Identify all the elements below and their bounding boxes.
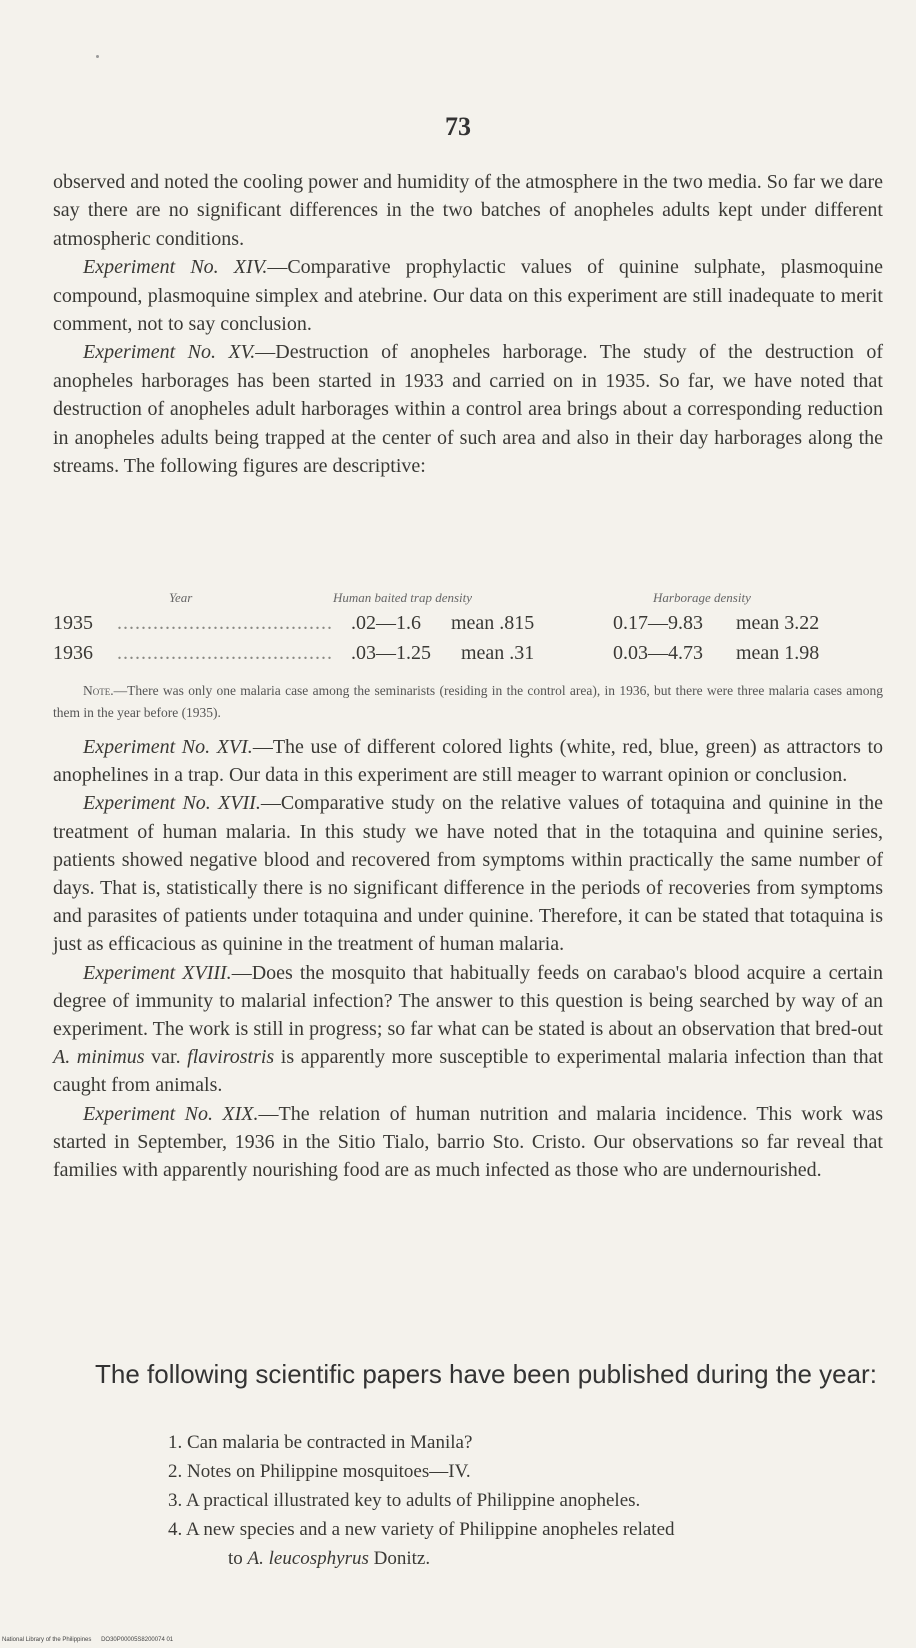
experiment-xvi	[53, 733, 883, 789]
list-item	[168, 1428, 898, 1457]
list-text: A practical illustrated key to adults of Philippine anopheles.	[185, 1490, 641, 1511]
publications-heading: The following scientific papers have been published during the year:	[95, 1359, 877, 1389]
experiment-xiv	[53, 253, 883, 338]
experiment-title: Experiment No. XVII.	[83, 792, 261, 815]
footer-library: National Library of the Philippines	[2, 1637, 92, 1643]
row-trap-mean: mean .31	[461, 642, 535, 664]
table-header	[53, 590, 883, 612]
note-label: Note.	[83, 683, 114, 698]
row-leader-dots: ....................................	[117, 642, 333, 664]
row-trap-range: .02—1.6	[351, 612, 421, 634]
note-text: —There was only one malaria case among the seminarists (residing in the control area), in 1936, but there were three malaria cases among them in the year before (1935).	[53, 683, 883, 720]
table-row	[53, 642, 883, 672]
header-harborage-density: Harborage density	[653, 590, 751, 605]
experiment-title: Experiment No. XIX.	[83, 1102, 259, 1125]
scan-speck	[96, 55, 99, 58]
experiment-text: —Does the mosquito that habitually feeds on carabao's blood acquire a certain degree of immunity to malarial infection? The answer to this question is being searched by way of an experiment. The work is still in progress; so far what can be stated is about an observation that bred-out	[53, 961, 883, 1041]
experiment-text: —The relation of human nutrition and malaria incidence. This work was started in September, 1936 in the Sitio Tialo, barrio Sto. Cristo. Our observations so far reveal that families with apparently nourishing food are as much infected as those who are undernourished.	[53, 1102, 883, 1182]
experiment-text: var.	[144, 1046, 188, 1069]
experiment-text: —Comparative prophylactic values of quinine sulphate, plasmoquine compound, plasmoquine simplex and atebrine. Our data on this experiment are still inadequate to merit comment, not to say conclusion.	[53, 256, 883, 336]
body-text-bottom	[53, 733, 883, 1184]
row-harborage-range: 0.17—9.83	[613, 612, 703, 634]
list-text: Can malaria be contracted in Manila?	[187, 1432, 473, 1453]
species-name: A. minimus	[53, 1046, 145, 1069]
row-trap-mean: mean .815	[451, 612, 535, 634]
experiment-text: —The use of different colored lights (white, red, blue, green) as attractors to anophelines in a trap. Our data in this experiment are still meager to warrant opinion or conclusion.	[53, 736, 883, 787]
row-harborage-mean: mean 1.98	[736, 642, 820, 664]
list-number: 1.	[168, 1432, 183, 1453]
list-number: 4.	[168, 1519, 183, 1540]
list-item	[168, 1486, 898, 1515]
experiment-text: is apparently more susceptible to experimental malaria infection than that caught from animals.	[53, 1046, 884, 1097]
experiment-xix	[53, 1100, 883, 1185]
body-text-top	[53, 168, 883, 480]
experiment-text: —Destruction of anopheles harborage. The study of the destruction of anopheles harborages has been started in 1933 and carried on in 1935. So far, we have noted that destruction of anopheles adult harborages within a control area brings about a corresponding reduction in anopheles adults being trapped at the center of such area and also in their day harborages along the streams. The following figures are descriptive:	[53, 341, 883, 478]
list-text: A new species and a new variety of Philippine anopheles related	[185, 1519, 675, 1540]
header-trap-density: Human baited trap density	[333, 590, 473, 605]
experiment-title: Experiment No. XV.	[83, 341, 256, 364]
continuation-prefix: to	[228, 1548, 248, 1569]
list-text-continuation	[196, 1544, 898, 1573]
footer-code: DO30P00005S8200074 01	[101, 1637, 174, 1643]
list-number: 2.	[168, 1461, 183, 1482]
intro-paragraph: observed and noted the cooling power and humidity of the atmosphere in the two media. So far we dare say there are no significant differences in the two batches of anopheles adults kept under different atmospheric conditions.	[53, 171, 883, 250]
table-row	[53, 612, 883, 642]
experiment-xv	[53, 338, 883, 480]
list-number: 3.	[168, 1490, 183, 1511]
experiment-text: —Comparative study on the relative values of totaquina and quinine in the treatment of human malaria. In this study we have noted that in the totaquina and quinine series, patients showed negative blood and recovered from symptoms within practically the same number of days. That is, statistically there is no significant difference in the periods of recoveries from symptoms and parasites of patients under totaquina and under quinine. Therefore, it can be stated that totaquina is just as efficacious as quinine in the treatment of human malaria.	[53, 792, 883, 956]
page-number: 73	[445, 112, 471, 141]
table-note	[53, 680, 883, 724]
experiment-title: Experiment XVIII.	[83, 961, 232, 984]
harborage-table	[53, 590, 883, 672]
list-item	[168, 1457, 898, 1486]
experiment-xviii	[53, 959, 883, 1100]
row-leader-dots: ....................................	[117, 612, 333, 634]
list-item	[168, 1515, 898, 1573]
variety-name: flavirostris	[187, 1046, 275, 1069]
row-trap-range: .03—1.25	[351, 642, 431, 664]
scan-footer	[2, 1637, 181, 1643]
list-text: Notes on Philippine mosquitoes—IV.	[187, 1461, 471, 1482]
experiment-xvii	[53, 789, 883, 958]
row-year: 1935	[53, 612, 93, 634]
experiment-title: Experiment No. XVI.	[83, 736, 253, 758]
publications-list	[168, 1428, 898, 1573]
experiment-title: Experiment No. XIV.	[83, 256, 268, 279]
row-harborage-range: 0.03—4.73	[613, 642, 703, 664]
row-harborage-mean: mean 3.22	[736, 612, 820, 634]
header-year: Year	[169, 590, 193, 605]
continuation-suffix: Donitz.	[368, 1548, 431, 1569]
row-year: 1936	[53, 642, 93, 664]
species-name: A. leucosphyrus	[247, 1548, 369, 1569]
